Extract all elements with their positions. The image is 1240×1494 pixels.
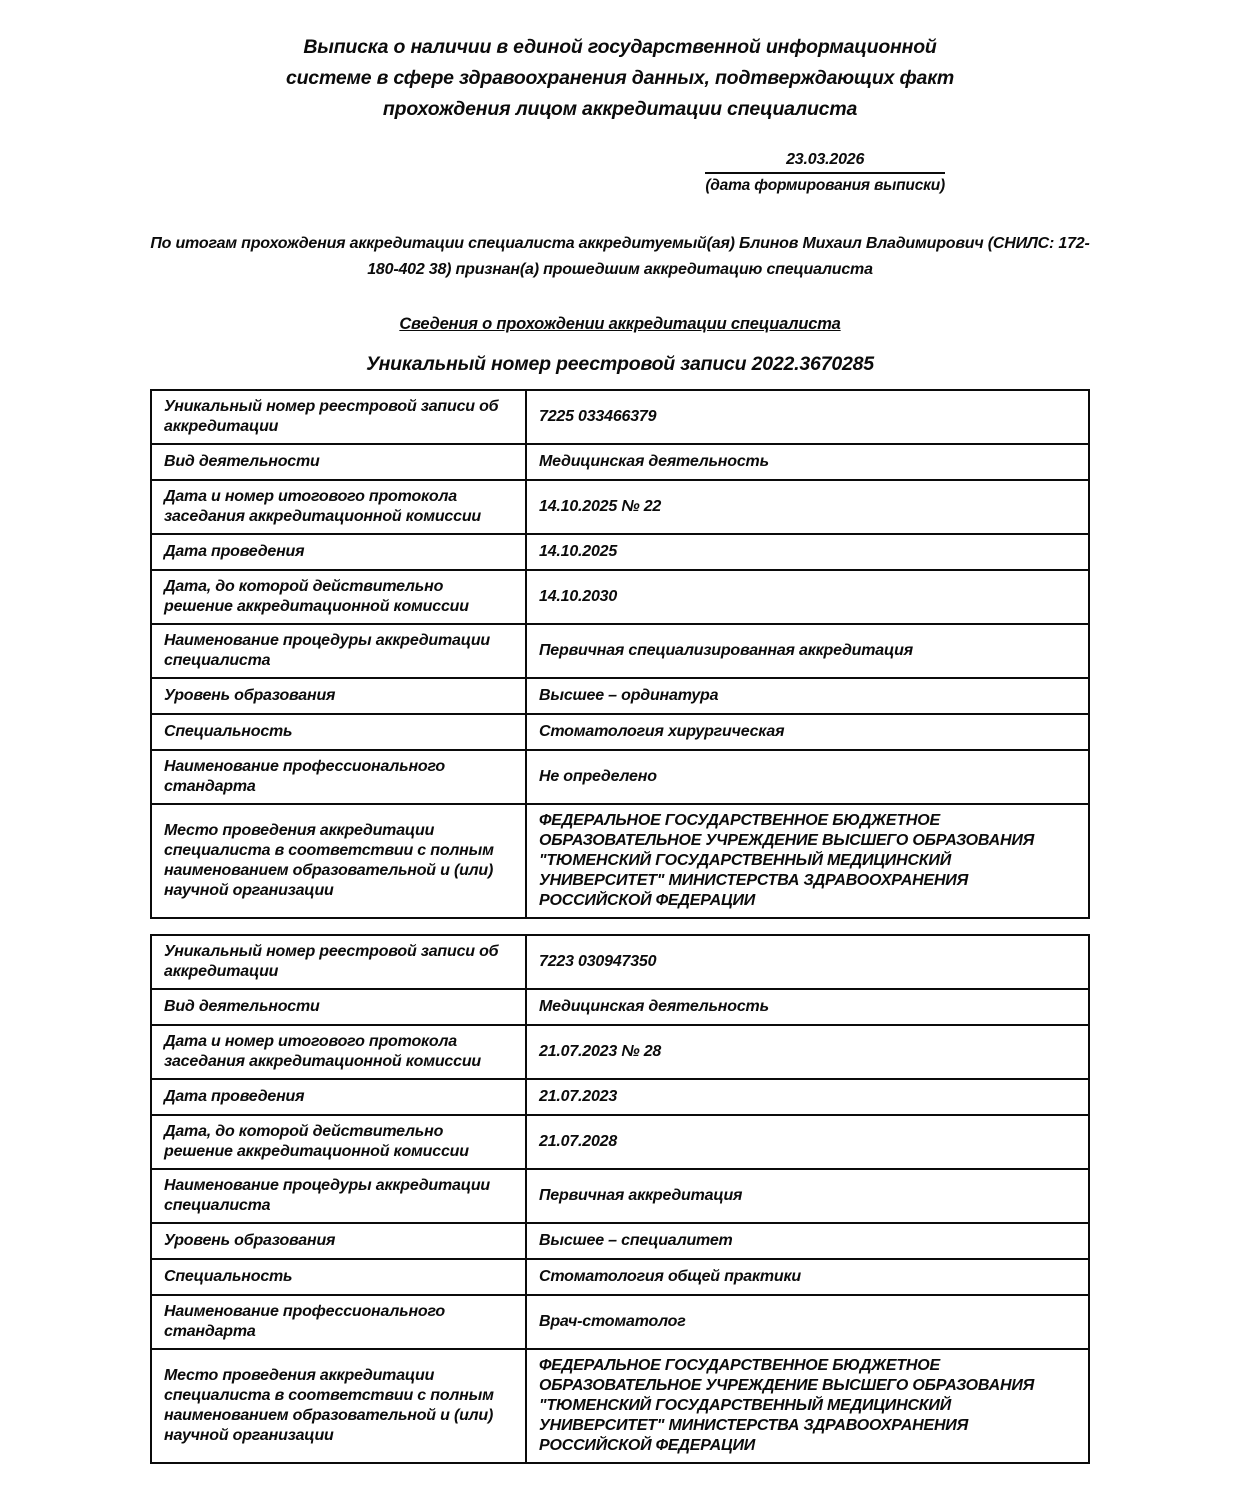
row-value: 7223 030947350 bbox=[539, 953, 657, 970]
table-row bbox=[152, 443, 1088, 479]
row-label: Уникальный номер реестровой записи об аккредитации bbox=[152, 936, 527, 988]
table-row bbox=[152, 1078, 1088, 1114]
row-value: Не определено bbox=[539, 768, 657, 785]
table-row bbox=[152, 988, 1088, 1024]
generation-date-block bbox=[705, 151, 945, 195]
row-label: Дата, до которой действительно решение аккредитационной комиссии bbox=[152, 571, 527, 623]
table-row bbox=[152, 569, 1088, 623]
row-label: Вид деятельности bbox=[152, 445, 527, 479]
table-row bbox=[152, 391, 1088, 443]
row-value: 21.07.2028 bbox=[539, 1133, 618, 1150]
row-label: Специальность bbox=[152, 1260, 527, 1294]
row-label: Уровень образования bbox=[152, 679, 527, 713]
row-value: Высшее – специалитет bbox=[539, 1232, 733, 1249]
table-row bbox=[152, 749, 1088, 803]
row-value: 14.10.2025 bbox=[539, 543, 618, 560]
row-label: Дата и номер итогового протокола заседания аккредитационной комиссии bbox=[152, 1026, 527, 1078]
title-line-1: Выписка о наличии в единой государственной информационной bbox=[303, 36, 937, 58]
row-value: 21.07.2023 bbox=[539, 1088, 618, 1105]
row-value: Первичная специализированная аккредитация bbox=[539, 642, 913, 659]
row-value: Первичная аккредитация bbox=[539, 1187, 743, 1204]
row-value: 14.10.2030 bbox=[539, 588, 618, 605]
row-label: Место проведения аккредитации специалиста в соответствии с полным наименованием образовательной и (или) научной организации bbox=[152, 1350, 527, 1462]
row-value: Медицинская деятельность bbox=[539, 998, 769, 1015]
row-label: Уровень образования bbox=[152, 1224, 527, 1258]
generation-date: 23.03.2026 bbox=[705, 151, 945, 174]
table-row bbox=[152, 1024, 1088, 1078]
row-label: Дата и номер итогового протокола заседания аккредитационной комиссии bbox=[152, 481, 527, 533]
table-row bbox=[152, 1258, 1088, 1294]
table-row bbox=[152, 533, 1088, 569]
table-row bbox=[152, 803, 1088, 917]
generation-date-caption: (дата формирования выписки) bbox=[705, 177, 945, 194]
row-value: 21.07.2023 № 28 bbox=[539, 1043, 662, 1060]
row-value: ФЕДЕРАЛЬНОЕ ГОСУДАРСТВЕННОЕ БЮДЖЕТНОЕ ОБРАЗОВАТЕЛЬНОЕ УЧРЕЖДЕНИЕ ВЫСШЕГО ОБРАЗОВАНИЯ "ТЮМЕНСКИЙ ГОСУДАРСТВЕННЫЙ МЕДИЦИНСКИЙ УНИВЕРСИТЕТ" МИНИСТЕРСТВА ЗДРАВООХРАНЕНИЯ РОССИЙСКОЙ ФЕДЕРАЦИИ bbox=[539, 812, 1035, 909]
row-value: ФЕДЕРАЛЬНОЕ ГОСУДАРСТВЕННОЕ БЮДЖЕТНОЕ ОБРАЗОВАТЕЛЬНОЕ УЧРЕЖДЕНИЕ ВЫСШЕГО ОБРАЗОВАНИЯ "ТЮМЕНСКИЙ ГОСУДАРСТВЕННЫЙ МЕДИЦИНСКИЙ УНИВЕРСИТЕТ" МИНИСТЕРСТВА ЗДРАВООХРАНЕНИЯ РОССИЙСКОЙ ФЕДЕРАЦИИ bbox=[539, 1357, 1035, 1454]
row-value: Медицинская деятельность bbox=[539, 453, 769, 470]
title-line-3: прохождения лицом аккредитации специалиста bbox=[382, 98, 858, 120]
row-label: Наименование профессионального стандарта bbox=[152, 751, 527, 803]
table-row bbox=[152, 1348, 1088, 1462]
row-label: Наименование профессионального стандарта bbox=[152, 1296, 527, 1348]
table-row bbox=[152, 1168, 1088, 1222]
table-row bbox=[152, 713, 1088, 749]
row-label: Дата проведения bbox=[152, 535, 527, 569]
row-value: Стоматология общей практики bbox=[539, 1268, 801, 1285]
row-label: Уникальный номер реестровой записи об аккредитации bbox=[152, 391, 527, 443]
row-label: Дата проведения bbox=[152, 1080, 527, 1114]
accreditation-table-primary-specialized bbox=[150, 389, 1090, 919]
table-row bbox=[152, 479, 1088, 533]
accreditation-table-primary bbox=[150, 934, 1090, 1464]
intro-paragraph: По итогам прохождения аккредитации специалиста аккредитуемый(ая) Блинов Михаил Владимирович (СНИЛС: 172-180-402 38) признан(а) прошедшим аккредитацию специалиста bbox=[150, 235, 1090, 278]
row-value: 7225 033466379 bbox=[539, 408, 657, 425]
row-label: Наименование процедуры аккредитации специалиста bbox=[152, 625, 527, 677]
registry-record-heading: Уникальный номер реестровой записи 2022.3670285 bbox=[366, 353, 874, 375]
document-title bbox=[150, 32, 1090, 125]
row-label: Место проведения аккредитации специалиста в соответствии с полным наименованием образовательной и (или) научной организации bbox=[152, 805, 527, 917]
table-row bbox=[152, 677, 1088, 713]
row-label: Дата, до которой действительно решение аккредитационной комиссии bbox=[152, 1116, 527, 1168]
row-label: Специальность bbox=[152, 715, 527, 749]
table-row bbox=[152, 936, 1088, 988]
row-value: Врач-стоматолог bbox=[539, 1313, 686, 1330]
generation-date-area bbox=[150, 151, 1090, 195]
title-line-2: системе в сфере здравоохранения данных, подтверждающих факт bbox=[285, 67, 955, 89]
table-row bbox=[152, 1114, 1088, 1168]
table-row bbox=[152, 1294, 1088, 1348]
table-row bbox=[152, 1222, 1088, 1258]
row-value: Высшее – ординатура bbox=[539, 687, 719, 704]
row-value: 14.10.2025 № 22 bbox=[539, 498, 662, 515]
row-label: Наименование процедуры аккредитации специалиста bbox=[152, 1170, 527, 1222]
table-row bbox=[152, 623, 1088, 677]
section-heading: Сведения о прохождении аккредитации специалиста bbox=[399, 315, 841, 333]
row-value: Стоматология хирургическая bbox=[539, 723, 785, 740]
row-label: Вид деятельности bbox=[152, 990, 527, 1024]
